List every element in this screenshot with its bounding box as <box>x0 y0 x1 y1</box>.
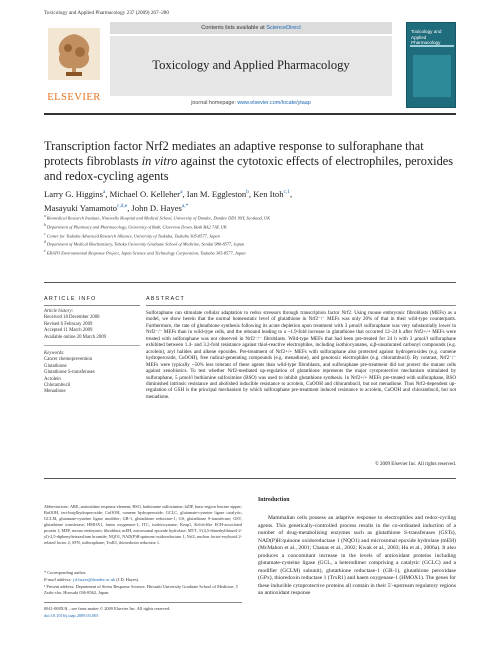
abstract-text: Sulforaphane can stimulate cellular adaptation to redox stressors through transcription factor Nrf2. Using mouse embryonic fibroblasts (MEFs) as a model, we show herein that the normal homeostatic level of glutathione in Nrf2⁻/⁻ MEFs was only 20% of that in their wild-type counterparts. Furthermore, the rate of glutathione synthesis following its acute depletion upon treatment with 3 µmol/l sulforaphane was very substantially lower in Nrf2⁻/⁻ MEFs than in wild-type cells, and the rebound leading to a ~1.9-fold increase in glutathione that occurred 12–24 h after Nrf2+/+ MEFs were treated with sulforaphane was not observed in Nrf2⁻/⁻ fibroblasts. Wild-type MEFs that had been pre-treated for 24 h with 3 µmol/l sulforaphane exhibited between 1.4- and 3.2-fold resistance against thiol-reactive electrophiles, including isothiocyanates, α,β-unsaturated carbonyl compounds (e.g. acrolein), aryl halides and alkene epoxides. Pre-treatment of Nrf2+/+ MEFs with sulforaphane also protected against hydroperoxides (e.g. cumene hydroperoxide, CuOOH), free radical-generating compounds (e.g. menadione), and genotoxic electrophiles (e.g. chlorambucil). By contrast, Nrf2⁻/⁻ MEFs were typically ~50% less tolerant of these agents than wild-type fibroblasts, and sulforaphane pre-treatment did not protect the mutant cells against xenobiotics. To test whether Nrf2-mediated up-regulation of glutathione represents the major cytoprotective mechanism stimulated by sulforaphane, 5 µmol/l buthionine sulfoximine (BSO) was used to inhibit glutathione synthesis. In Nrf2+/+ MEFs pre-treated with sulforaphane, BSO diminished intrinsic resistance and abolished inducible resistance to acrolein, CuOOH and chlorambucil, but not menadione. Thus Nrf2-dependent up-regulation of GSH is the principal mechanism by which sulforaphane pre-treatment induced resistance to acrolein, CuOOH and chlorambucil, but not menadione. <box>146 310 456 400</box>
article-info-heading: ARTICLE INFO <box>44 296 97 302</box>
journal-title-panel <box>110 36 392 96</box>
keyword: Cancer chemoprevention <box>44 357 93 363</box>
journal-banner <box>44 22 456 110</box>
affiliation: $^e$ ERATO Environmental Response Project, Japan Science and Technology Corporation, Tsukuba 305-8577, Japan <box>44 249 246 256</box>
running-head: Toxicology and Applied Pharmacology 237 (2009) 267–280 <box>44 10 169 16</box>
abstract-bottom-rule <box>44 478 456 479</box>
present-address-note: ¹ Present address: Department of Stress Response Science, Hirosaki University Graduate School of Medicine, 5 Zaifu-cho, Hirosaki 036-8562, Japan. <box>44 584 238 596</box>
header-rule <box>44 113 456 115</box>
history-label: Article history: <box>44 309 74 314</box>
author[interactable]: Ian M. Eggleston$^b$ <box>186 188 249 199</box>
keyword: Chlorambucil <box>44 383 71 389</box>
elsevier-tree-icon <box>48 28 100 80</box>
corresponding-author-note: * Corresponding author. <box>44 570 87 575</box>
history-item: Accepted 11 March 2009 <box>44 328 93 334</box>
journal-title: Toxicology and Applied Pharmacology <box>152 58 350 72</box>
title-part-2: against the cytotoxic effects of electrophiles, peroxides and redox-cycling agents <box>44 154 454 184</box>
article-info <box>44 309 140 396</box>
cover-stripe <box>410 45 454 47</box>
copyright-notice: © 2009 Elsevier Inc. All rights reserved. <box>374 462 456 467</box>
history-item: Received 18 December 2008 <box>44 315 100 321</box>
affiliation: $^b$ Department of Pharmacy and Pharmacology, University of Bath, Claverton Down, Bath BA2 7AY, UK <box>44 222 227 230</box>
email-suffix: (J.D. Hayes). <box>115 577 140 582</box>
introduction-text: Mammalian cells possess an adaptive response to electrophiles and redox-cycling agents. This genetically-controlled process results in the co-ordinated induction of a number of drug-metabolising enzymes such as glutathione S-transferases (GSTs), NAD(P)H:quinone oxidoreductase 1 (NQO1) and microsomal epoxide hydrolase (mEH) (McMahon et al., 2001; Chanas et al., 2002; Kwak et al., 2003; Hu et al., 2006a). It also produces a concomitant increase in the levels of antioxidant proteins including glutamate-cysteine ligase (GCL, a heterodimer comprising a catalytic (GCLC) and a modifier (GCLM) subunit), glutathione reductase-1 (GR-1), glutathione peroxidase (GPx), thioredoxin reductase 1 (TrxR1) and haem oxygenase-1 (HMOX1). The genes for these inducible cytoprotective proteins all contain in their 5′-upstream regulatory regions an antioxidant response <box>258 515 456 596</box>
cover-graphic <box>413 55 451 97</box>
introduction-heading: Introduction <box>258 497 290 503</box>
email-link[interactable]: j.d.hayes@dundee.ac.uk <box>72 577 116 582</box>
homepage-link[interactable]: www.elsevier.com/locate/ytaap <box>237 100 311 106</box>
abbreviations-label: Abbreviations: <box>44 504 70 509</box>
keyword: Glutathione S-transferases <box>44 370 95 376</box>
email-label: E-mail address: <box>44 577 72 582</box>
abbreviations-text: ARE, antioxidant response element; BSO, buthionine sulfoximine; bZIP, basic-region leucine zipper; BuOOH, tert-butylhydroperoxide; CuOOH, cumene hydroperoxide; GCLC, glutamate-cysteine ligase catalytic; GCLM, glutamate-cysteine ligase modifier; GR-1, glutathione reductase-1; GS, glutathione S-transferase; GST, glutathione transferase; HMOX1, haem oxygenase-1; ITC, isothiocyanate; Keap1, Kelch-like ECH-associated protein 1; MEF, mouse embryonic fibroblast; mEH, microsomal epoxide hydrolase; MTT, 3-(4,5-dimethylthiazol-2-yl)-2,5-diphenyltetrazolium bromide; NQO1, NAD(P)H:quinone oxidoreductase 1; Nrf2, nuclear factor-erythroid 2-related factor 2; SFN, sulforaphane; TrxR1, thioredoxin reductase 1. <box>44 504 242 546</box>
affiliation-rule <box>44 282 456 283</box>
issn-line: 0041-008X/$ – see front matter © 2009 Elsevier Inc. All rights reserved. <box>44 606 171 611</box>
sciencedirect-link[interactable]: ScienceDirect <box>266 25 301 31</box>
footer-rule <box>44 602 242 603</box>
affiliation: $^d$ Department of Medical Biochemistry, Tohoku University Graduate School of Medicine, Sendai 980-8577, Japan <box>44 240 245 247</box>
abstract-rule <box>146 305 456 306</box>
affiliation: $^c$ Center for Tsukuba Advanced Research Alliance, University of Tsukuba, Tsukuba 305-8577, Japan <box>44 231 220 238</box>
author[interactable]: John D. Hayes$^{a,*}$ <box>131 203 189 214</box>
keyword: Glutathione <box>44 363 67 369</box>
author[interactable]: Michael O. Kelleher$^a$ <box>109 188 183 199</box>
affiliations <box>44 213 464 257</box>
author[interactable]: Larry G. Higgins$^a$ <box>44 188 106 199</box>
contents-prefix: Contents lists available at <box>201 25 267 31</box>
doi-link[interactable]: doi:10.1016/j.taap.2009.03.005 <box>44 613 99 618</box>
keyword: Menadione <box>44 389 66 395</box>
homepage-prefix: journal homepage: <box>191 100 238 106</box>
author[interactable]: Ken Itoh$^{c,1}$ <box>253 188 290 199</box>
abbreviations-footnote <box>44 504 242 546</box>
publisher-name: ELSEVIER <box>47 92 101 103</box>
abstract-heading: ABSTRACT <box>146 296 186 302</box>
history-item: Available online 20 March 2009 <box>44 334 106 340</box>
journal-cover-thumbnail[interactable] <box>406 22 456 108</box>
title-italic: in vitro <box>141 154 178 169</box>
journal-homepage <box>110 100 392 106</box>
author-list: Larry G. Higgins$^a$, Michael O. Kelleher$^a$, Ian M. Eggleston$^b$, Ken Itoh$^{c,1}$, Masayuki Yamamoto$^{c,d,e}$, John D. Hayes$^{a,*}$ <box>44 188 293 214</box>
keywords-label: Keywords: <box>44 351 65 357</box>
author[interactable]: Masayuki Yamamoto$^{c,d,e}$ <box>44 203 128 214</box>
keywords-rule <box>44 345 140 346</box>
history-item: Revised 6 February 2009 <box>44 321 93 327</box>
article-title <box>44 139 464 185</box>
contents-bar <box>110 22 392 34</box>
cover-title: Toxicology and Applied Pharmacology <box>411 29 442 46</box>
article-info-rule <box>44 305 140 306</box>
elsevier-logo[interactable] <box>44 22 104 108</box>
email-note <box>44 577 242 583</box>
affiliation: $^a$ Biomedical Research Institute, Ninewells Hospital and Medical School, University of Dundee, Dundee DD1 9SY, Scotland, UK <box>44 214 271 221</box>
keyword: Acrolein <box>44 376 61 382</box>
title-part-1: Transcription factor Nrf2 mediates an adaptive response to sulforaphane that protects fibroblasts <box>44 139 424 169</box>
